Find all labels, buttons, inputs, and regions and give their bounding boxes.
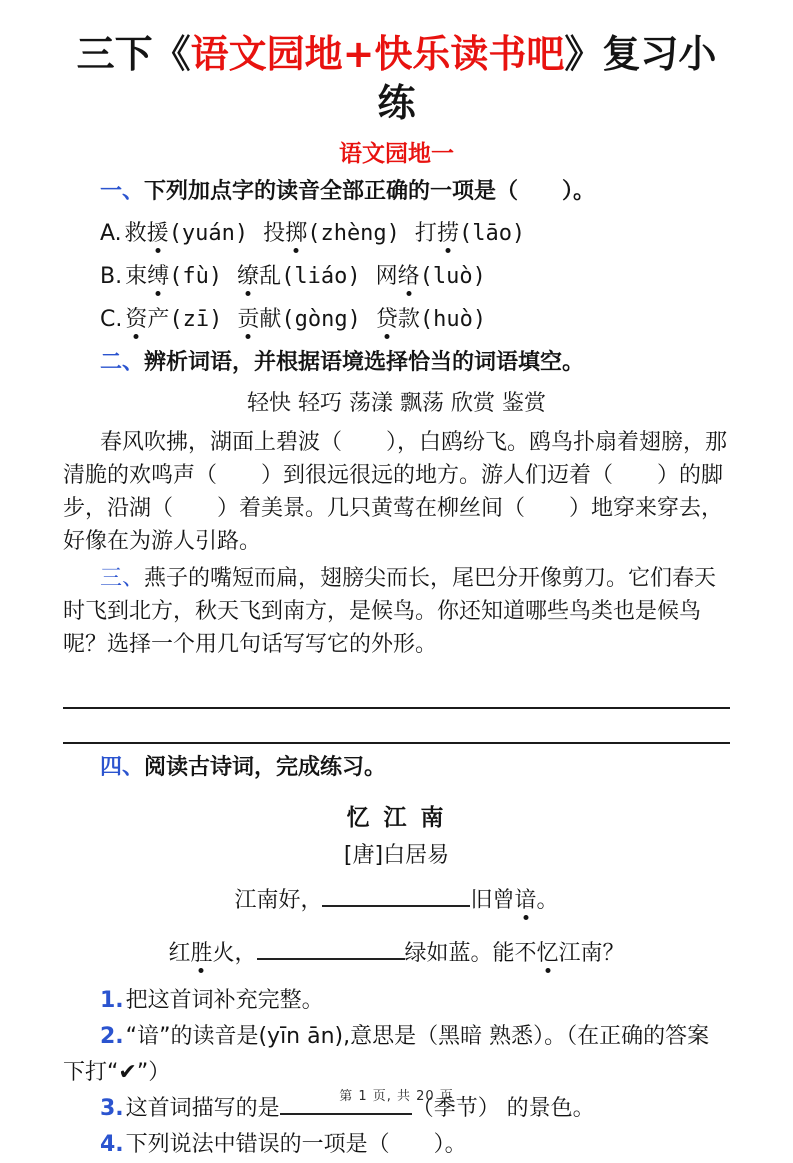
question-4-text: 下列说法中错误的一项是（ ）。 — [125, 1131, 467, 1157]
pinyin: (huò) — [419, 306, 487, 332]
section2-marker: 二、 — [100, 349, 145, 375]
word-text: 束 — [125, 263, 148, 289]
poem-text: 红 — [168, 940, 191, 966]
pinyin: (gòng) — [281, 306, 361, 332]
word-text: 产 — [147, 306, 170, 332]
dotted-char: 援 — [146, 220, 169, 246]
question-2-number: 2. — [100, 1023, 124, 1049]
word-text: 打 — [414, 220, 437, 246]
pinyin: (lāo) — [458, 220, 526, 246]
word-text: 款 — [397, 306, 420, 332]
dotted-char: 捞 — [436, 220, 459, 246]
option-word — [237, 307, 361, 332]
section3-paragraph — [63, 562, 730, 661]
option-b — [63, 261, 730, 293]
option-word — [376, 307, 486, 332]
option-word — [415, 221, 525, 246]
dotted-char: 忆 — [536, 940, 559, 966]
word-text: 献 — [259, 306, 282, 332]
word-text: 乱 — [259, 263, 282, 289]
question-1-number: 1. — [100, 987, 124, 1013]
section1-heading-text: 下列加点字的读音全部正确的一项是（ ）。 — [144, 178, 596, 204]
poem-text: 旧曾 — [470, 887, 515, 913]
word-text: 投 — [263, 220, 286, 246]
sub-questions — [63, 983, 730, 1163]
answer-line — [63, 665, 730, 709]
title-highlight: 语文园地+快乐读书吧 — [190, 32, 565, 76]
poem-text: 江南好， — [234, 887, 323, 913]
page-title — [63, 30, 730, 129]
title-prefix: 三下《 — [76, 32, 191, 76]
option-word — [263, 221, 400, 246]
section3-text: 燕子的嘴短而扁，翅膀尖而长，尾巴分开像剪刀。它们春天时飞到北方，秋天飞到南方，是候鸟。你还知道哪些鸟类也是候鸟呢？选择一个用几句话写写它的外形。 — [63, 565, 717, 657]
section4-heading-text: 阅读古诗词，完成练习。 — [144, 754, 387, 780]
question-1 — [63, 983, 730, 1019]
pinyin: (zhèng) — [307, 220, 400, 246]
option-word — [376, 264, 486, 289]
question-3-text-post: （季节） 的景色。 — [411, 1095, 595, 1121]
poem-text: 江南？ — [558, 940, 625, 966]
answer-line — [63, 709, 730, 744]
subtitle: 语文园地一 — [339, 140, 454, 167]
dotted-char: 缚 — [147, 263, 170, 289]
section3-marker: 三、 — [100, 565, 145, 591]
poem-text: 绿如蓝。能不 — [404, 940, 537, 966]
poem-author: [唐]白居易 — [343, 842, 450, 868]
word-text: 救 — [124, 220, 147, 246]
pinyin: (yuán) — [168, 220, 249, 246]
poem-text: 火， — [212, 940, 257, 966]
section1-marker: 一、 — [100, 178, 145, 204]
section1-heading — [63, 176, 730, 207]
question-4 — [63, 1127, 730, 1163]
section2-heading — [63, 347, 730, 378]
section2-heading-text: 辨析词语，并根据语境选择恰当的词语填空。 — [144, 349, 585, 375]
title-suffix: 》复习小练 — [377, 32, 717, 126]
section4-heading — [63, 752, 730, 783]
option-word — [125, 221, 249, 246]
question-3-number: 3. — [100, 1095, 124, 1121]
poem-line-2 — [63, 932, 730, 975]
dotted-char: 掷 — [285, 220, 308, 246]
pinyin: (zī) — [169, 306, 223, 332]
option-word — [237, 264, 361, 289]
poem-line-1 — [63, 879, 730, 922]
word-text: 网 — [375, 263, 398, 289]
fill-in-blank — [322, 883, 470, 907]
pinyin: (luò) — [419, 263, 486, 289]
poem-title: 忆 江 南 — [346, 804, 447, 831]
word-bank: 轻快 轻巧 荡漾 飘荡 欣赏 鉴赏 — [247, 390, 546, 416]
section4-marker: 四、 — [100, 754, 145, 780]
option-word — [125, 264, 222, 289]
dotted-char: 贡 — [237, 306, 260, 332]
section2-paragraph: 春风吹拂，湖面上碧波（ ），白鸥纷飞。鸥鸟扑扇着翅膀，那清脆的欢鸣声（ ）到很远很远的地方。游人们迈着（ ）的脚步，沿湖（ ）着美景。几只黄莺在柳丝间（ ）地穿来穿去，好像在为游人引路。 — [63, 429, 728, 554]
option-word — [125, 307, 222, 332]
question-2-text: “谙”的读音是(yīn ān),意思是（黑暗 熟悉）。（在正确的答案下打“✔”） — [63, 1023, 710, 1085]
question-1-text: 把这首词补充完整。 — [125, 987, 324, 1013]
question-3-text-pre: 这首词描写的是 — [125, 1095, 280, 1121]
dotted-char: 资 — [125, 306, 148, 332]
pinyin: (liáo) — [281, 263, 361, 289]
option-a — [63, 218, 730, 250]
option-c-label: C. — [100, 306, 123, 332]
dotted-char: 谙 — [514, 887, 537, 913]
dotted-char: 络 — [397, 263, 420, 289]
page-number-footer: 第 1 页, 共 20 页 — [339, 1089, 454, 1104]
pinyin: (fù) — [169, 263, 223, 289]
option-c — [63, 304, 730, 336]
dotted-char: 胜 — [190, 940, 213, 966]
option-a-label: A. — [100, 220, 122, 246]
dotted-char: 贷 — [375, 306, 398, 332]
poem-text: 。 — [536, 887, 559, 913]
question-2 — [63, 1019, 730, 1091]
fill-in-blank — [257, 936, 405, 960]
question-4-number: 4. — [100, 1131, 124, 1157]
dotted-char: 缭 — [237, 263, 260, 289]
option-b-label: B. — [100, 263, 123, 289]
